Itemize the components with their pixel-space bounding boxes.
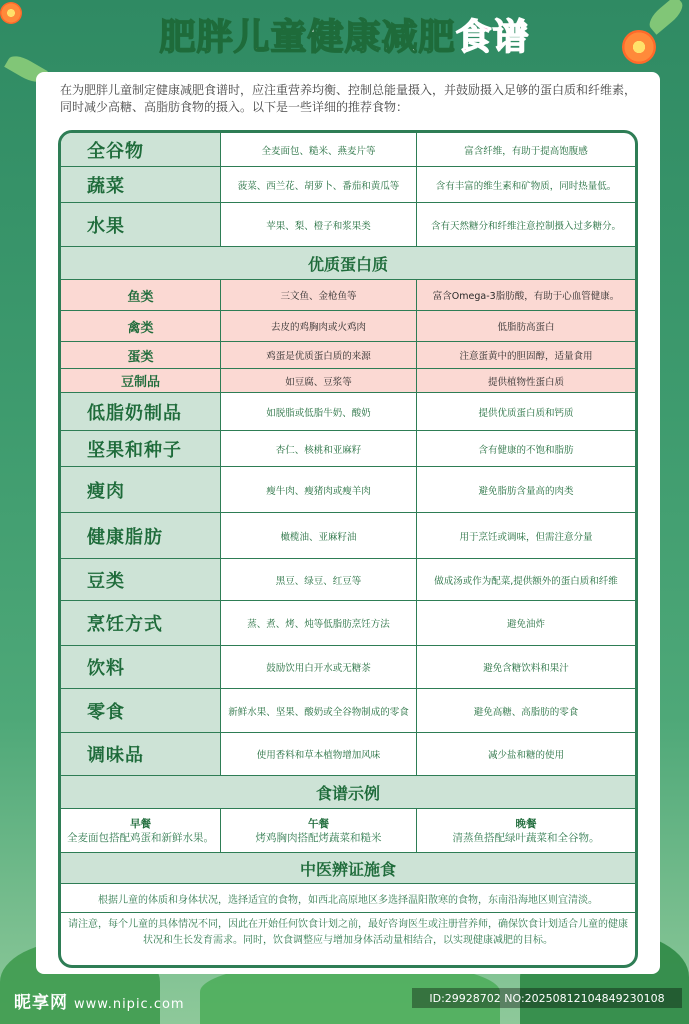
table-row [61, 167, 635, 203]
meal-examples-row [61, 809, 635, 853]
table-row [61, 559, 635, 601]
section-header-protein: 优质蛋白质 [61, 247, 635, 280]
food-examples: 如脱脂或低脂牛奶、酸奶 [221, 393, 417, 430]
food-benefit: 避免油炸 [506, 619, 545, 630]
food-benefit: 低脂肪高蛋白 [417, 311, 635, 341]
food-benefit: 做成汤或作为配菜,提供额外的蛋白质和纤维 [434, 575, 618, 587]
food-benefit: 避免含糖饮料和果汁 [483, 663, 569, 674]
food-benefit: 含有丰富的维生素和矿物质，同时热量低。 [435, 180, 617, 192]
table-row [61, 733, 635, 776]
category-label: 禽类 [61, 311, 221, 341]
site-logo [14, 988, 185, 1013]
food-benefit: 含有健康的不饱和脂肪 [478, 444, 574, 456]
category-label: 蔬菜 [61, 167, 221, 202]
food-examples: 苹果、梨、橙子和浆果类 [221, 203, 417, 246]
logo-text: 昵享网 [14, 993, 68, 1013]
category-label: 饮料 [61, 646, 221, 688]
food-examples: 如豆腐、豆浆等 [221, 369, 417, 392]
food-benefit: 减少盐和糖的使用 [487, 750, 564, 761]
table-row [61, 467, 635, 513]
table-row [61, 280, 635, 311]
food-examples: 去皮的鸡胸肉或火鸡肉 [221, 311, 417, 341]
watermark-bar [0, 980, 689, 1024]
food-examples: 菠菜、西兰花、胡萝卜、番茄和黄瓜等 [221, 167, 417, 202]
title-part-2: 健康减肥 [307, 17, 456, 58]
meal-title: 午餐 [308, 817, 329, 830]
table-row [61, 689, 635, 733]
table-row [61, 133, 635, 167]
food-benefit: 避免脂肪含量高的肉类 [478, 485, 574, 497]
category-label: 蛋类 [61, 342, 221, 368]
food-examples: 杏仁、核桃和亚麻籽 [221, 431, 417, 466]
page-title [159, 8, 529, 68]
meal-lunch [221, 809, 417, 852]
table-row [61, 601, 635, 646]
category-label: 烹饪方式 [61, 601, 221, 645]
food-examples: 鸡蛋是优质蛋白质的来源 [221, 342, 417, 368]
food-examples: 使用香料和草本植物增加风味 [221, 733, 417, 775]
food-examples: 瘦牛肉、瘦猪肉或瘦羊肉 [221, 467, 417, 512]
section-header-tcm: 中医辨证施食 [61, 853, 635, 884]
food-benefit: 提供植物性蛋白质 [417, 369, 635, 392]
disclaimer-note: 请注意，每个儿童的具体情况不同，因此在开始任何饮食计划之前，最好咨询医生或注册营养师，确保饮食计划适合儿童的健康状况和生长发育需求。同时，饮食调整应与增加身体活动量相结合，以实现健康减肥的目标。 [68, 919, 628, 946]
meal-dinner [417, 809, 635, 852]
meal-description: 清蒸鱼搭配绿叶蔬菜和全谷物。 [452, 831, 600, 844]
category-label: 豆制品 [61, 369, 221, 392]
meal-title: 晚餐 [515, 817, 537, 830]
meal-description: 全麦面包搭配鸡蛋和新鲜水果。 [67, 831, 214, 844]
page-header [0, 8, 689, 68]
tcm-text: 根据儿童的体质和身体状况，选择适宜的食物，如西北高原地区多选择温阳散寒的食物，东南沿海地区则宜清淡。 [61, 884, 635, 913]
food-benefit: 提供优质蛋白质和钙质 [478, 407, 574, 419]
food-examples: 鼓励饮用白开水或无糖茶 [221, 646, 417, 688]
title-part-3: 食谱 [455, 17, 530, 58]
table-row [61, 203, 635, 247]
food-examples: 新鲜水果、坚果、酸奶或全谷物制成的零食 [221, 689, 417, 732]
food-examples: 橄榄油、亚麻籽油 [221, 513, 417, 558]
food-benefit: 避免高糖、高脂肪的零食 [473, 706, 579, 718]
category-label: 鱼类 [61, 280, 221, 310]
table-row [61, 393, 635, 431]
food-examples: 全麦面包、糙米、燕麦片等 [221, 133, 417, 166]
table-row [61, 342, 635, 369]
table-row [61, 513, 635, 559]
category-label: 瘦肉 [61, 467, 221, 512]
table-row [61, 369, 635, 393]
food-benefit: 用于烹饪或调味，但需注意分量 [459, 531, 593, 543]
meal-title: 早餐 [130, 817, 151, 830]
category-label: 坚果和种子 [61, 431, 221, 466]
category-label: 水果 [61, 203, 221, 246]
site-url: www.nipic.com [74, 997, 185, 1012]
category-label: 低脂奶制品 [61, 393, 221, 430]
meal-description: 烤鸡胸肉搭配烤蔬菜和糙米 [255, 831, 382, 844]
title-part-1: 肥胖儿童 [159, 17, 308, 58]
category-label: 全谷物 [61, 133, 221, 166]
section-header-recipe: 食谱示例 [61, 776, 635, 809]
meal-breakfast [61, 809, 221, 852]
food-benefit: 富含纤维，有助于提高饱腹感 [464, 145, 588, 157]
table-row [61, 311, 635, 342]
content-card [36, 72, 660, 974]
food-table [58, 130, 638, 968]
category-label: 调味品 [61, 733, 221, 775]
intro-text: 在为肥胖儿童制定健康减肥食谱时，应注重营养均衡、控制总能量摄入，并鼓励摄入足够的蛋白质和纤维素，同时减少高糖、高脂肪食物的摄入。以下是一些详细的推荐食物： [60, 83, 637, 114]
image-id-label: ID:29928702 NO:20250812104849230108 [412, 988, 682, 1008]
table-row [61, 431, 635, 467]
category-label: 零食 [61, 689, 221, 732]
food-benefit: 富含Omega-3脂肪酸，有助于心血管健康。 [417, 280, 635, 310]
food-examples: 黑豆、绿豆、红豆等 [221, 559, 417, 600]
table-row [61, 646, 635, 689]
category-label: 健康脂肪 [61, 513, 221, 558]
food-examples: 蒸、煮、烤、炖等低脂肪烹饪方法 [221, 601, 417, 645]
food-benefit: 含有天然糖分和纤维注意控制摄入过多糖分。 [430, 220, 621, 232]
food-benefit: 注意蛋黄中的胆固醇，适量食用 [417, 342, 635, 368]
food-examples: 三文鱼、金枪鱼等 [221, 280, 417, 310]
category-label: 豆类 [61, 559, 221, 600]
